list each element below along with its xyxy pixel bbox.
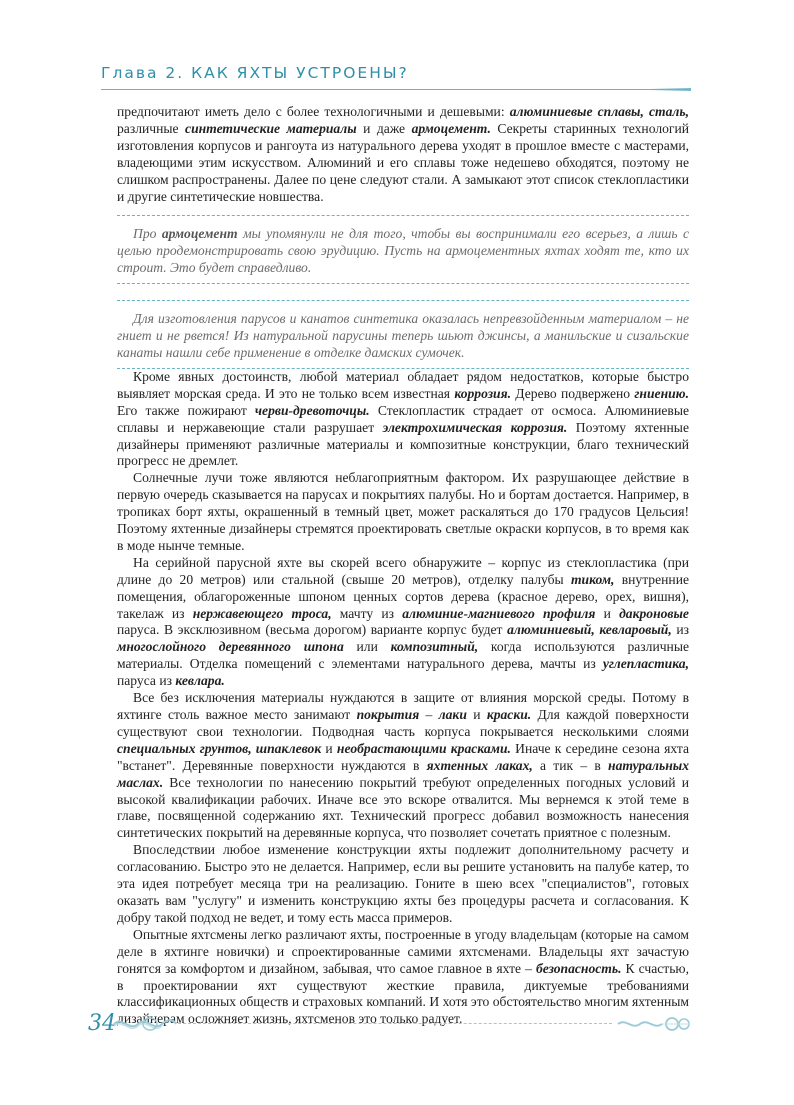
sidenote-synthetics: Для изготовления парусов и канатов синтетика оказалась непревзойденным материалом – не гниет и не рвется! Из натуральной парусины теперь шьют джинсы, а манильские и сизальские канаты нашли себе применение в отделке дамских сумочек.: [117, 300, 689, 369]
term-emphasis: покрытия: [356, 707, 420, 722]
body-paragraph: На серийной парусной яхте вы скорей всего обнаружите – корпус из стеклопластика (при длине до 20 метров) или стальной (свыше 20 метров), отделку палубы тиком, внутренние помещения, облагороженные шпоном ценных сортов дерева (красное дерево, орех, вишня), такелаж из нержавеющего троса, мачту из алюминие-магниевого профиля и дакроновые паруса. В эксклюзивном (весьма дорогом) варианте корпус будет алюминиевый, кевларовый, из многослойного деревянного шпона или композитный, когда используются различные материалы. Отделка помещений с элементами натурального дерева, мачты из углепластика, паруса из кевлара.: [117, 554, 689, 689]
term-emphasis: необрастающими красками.: [336, 740, 511, 756]
term-emphasis: синтетические материалы: [185, 120, 357, 136]
body-paragraph: Кроме явных достоинств, любой материал обладает рядом недостатков, которые быстро выявляет морская среда. И это не только всем известная коррозия. Дерево подвержено гниению. Его также пожирают черви-древоточцы. Стеклопластик страдает от осмоса. Алюминиевые сплавы и нержавеющие стали разрушает электрохимическая коррозия. Поэтому яхтенные дизайнеры применяют различные материалы и композитные конструкции, благо технический прогресс не дремлет.: [117, 368, 689, 469]
term-emphasis: краски.: [486, 707, 532, 722]
term-emphasis: углепластика,: [602, 656, 689, 672]
term-emphasis: композитный,: [390, 639, 479, 655]
chapter-header: Глава 2. КАК ЯХТЫ УСТРОЕНЫ?: [101, 64, 409, 82]
term-emphasis: лаки: [438, 707, 467, 722]
term-emphasis: безопасность.: [535, 960, 622, 976]
body-paragraph: Солнечные лучи тоже являются неблагоприятным фактором. Их разрушающее действие в первую очередь сказывается на парусах и покрытиях палубы. Но и бортам достается. Например, в тропиках борт яхты, окрашенный в темный цвет, может раскаляться до 170 градусов Цельсия! Поэтому яхтенные дизайнеры стремятся проектировать светлые окраски корпусов, в то время как в моде нынче темные.: [117, 470, 689, 553]
term-emphasis: алюминиевый, кевларовый,: [507, 622, 672, 638]
term-emphasis: натуральных маслах.: [117, 757, 690, 790]
header-divider: [101, 89, 691, 90]
rope-knot-icon: [112, 1014, 178, 1034]
term-emphasis: черви-древоточцы.: [254, 402, 370, 418]
rope-knot-icon: [616, 1014, 694, 1034]
term-emphasis: армоцемент: [161, 226, 238, 242]
term-emphasis: армоцемент.: [411, 120, 491, 136]
text-column: [117, 104, 689, 1028]
term-emphasis: алюминиевые сплавы, сталь,: [509, 104, 690, 119]
term-emphasis: яхтенных лаках,: [426, 757, 533, 773]
term-emphasis: дакроновые: [619, 605, 689, 621]
body-paragraph: Все без исключения материалы нуждаются в защите от влияния морской среды. Потому в яхтинге столь важное место занимают покрытия – лаки и краски. Для каждой поверхности существуют свои технологии. Подводная часть корпуса покрывается несколькими слоями специальных грунтов, шпаклевок и необрастающими красками. Иначе к середине сезона яхта "встанет". Деревянные поверхности нуждаются в яхтенных лаках, а тик – в натуральных маслах. Все технологии по нанесению покрытий требуют определенных погодных условий и высокой квалификации рабочих. Иначе все это вскоре отвалится. Мы вернемся к этой теме в главе, посвященной содержанию яхт. Технический прогресс добавил возможность нанесения синтетических покрытий на деревянные корпуса, что позволяет сочетать приятное с полезным.: [117, 690, 690, 841]
term-emphasis: многослойного деревянного шпона: [117, 639, 344, 655]
term-emphasis: нержавеющего троса,: [192, 605, 332, 621]
term-emphasis: гниению.: [634, 385, 689, 401]
sidenote-armocement: Про армоцемент мы упомянули не для того, чтобы вы воспринимали его всерьез, а лишь с целью продемонстрировать свою эрудицию. Пусть на армоцементных яхтах ходят те, кто их строит. Это будет справедливо.: [117, 215, 689, 284]
footer-divider: [178, 1023, 612, 1024]
term-emphasis: кевлара.: [175, 673, 225, 689]
term-emphasis: тиком,: [570, 571, 615, 587]
term-emphasis: алюминие-магниевого профиля: [402, 605, 596, 621]
page-number: 34: [88, 1011, 116, 1036]
term-emphasis: электрохимическая коррозия.: [382, 419, 568, 435]
body-paragraph: Впоследствии любое изменение конструкции яхты подлежит дополнительному расчету и согласованию. Быстро это не делается. Например, если вы решите установить на палубе катер, то эта идея потребует месяца три на реализацию. Гоните в шею всех "специалистов", готовых оказать вам "услугу" и изменить конструкцию яхты без процедуры расчета и согласования. К добру такой подход не ведет, и тому есть масса примеров.: [117, 842, 689, 925]
body-paragraph: Опытные яхтсмены легко различают яхты, построенные в угоду владельцам (которые на самом деле в яхтинге новички) и спроектированные самими яхтсменами. Владельцы яхт зачастую гонятся за комфортом и дизайном, забывая, что самое главное в яхте – безопасность. К счастью, в проектировании яхт существуют жесткие правила, диктуемые требованиями классификационных обществ и страховых компаний. И хотя это обстоятельство многим яхтенным дизайнерам осложняет жизнь, яхтсменов это только радует.: [117, 926, 689, 1027]
intro-paragraph: предпочитают иметь дело с более технологичными и дешевыми: алюминиевые сплавы, сталь, различные синтетические материалы и даже армоцемент. Секреты старинных технологий изготовления корпусов и рангоута из натурального дерева уходят в прошлое вместе с мастерами, владеющими этим искусством. Алюминий и его сплавы тоже недешево обходятся, поэтому не слишком распространены. Далее по цене следуют стали. А замыкают этот список стеклопластики и другие синтетические новшества.: [117, 104, 690, 204]
header-divider-accent: [650, 88, 691, 91]
term-emphasis: коррозия.: [454, 385, 511, 401]
term-emphasis: специальных грунтов, шпаклевок: [117, 740, 322, 756]
